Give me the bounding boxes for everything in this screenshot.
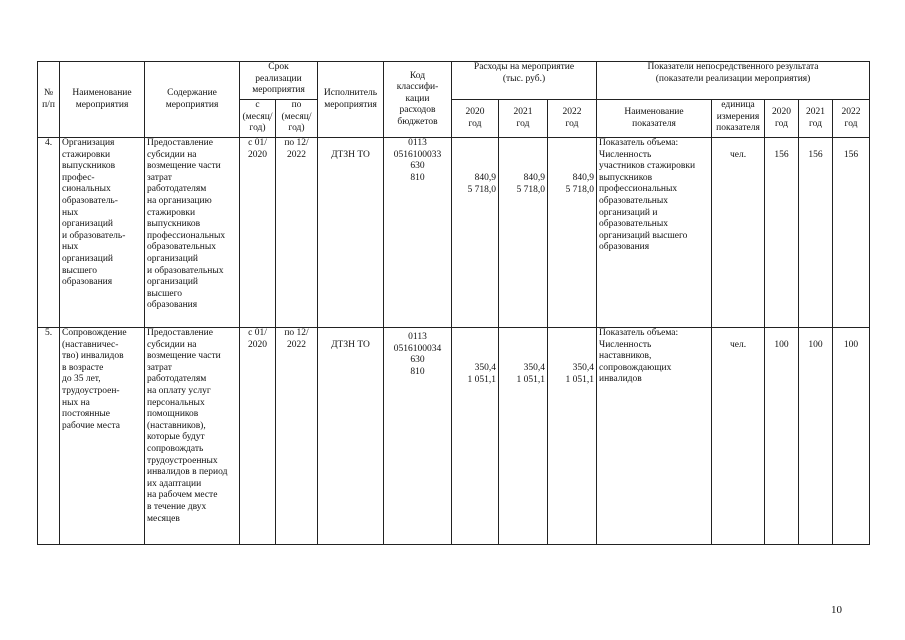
header-term: Срок реализации мероприятия	[240, 62, 318, 100]
header-ind-name: Наименование показателя	[597, 100, 712, 138]
header-code: Код классифи- кации расходов бюджетов	[384, 62, 452, 138]
row-ind-2022: 100	[833, 328, 870, 545]
row-to: по 12/ 2022	[276, 328, 318, 545]
row-ind-2021: 156	[799, 138, 833, 328]
row-ind-2020: 156	[765, 138, 799, 328]
header-term-from: с (месяц/ год)	[240, 100, 276, 138]
header-term-to: по (месяц/ год)	[276, 100, 318, 138]
row-name: Сопровождение (наставничес- тво) инвалидов в возрасте до 35 лет, трудоустроен- ных на постоянные рабочие места	[60, 328, 145, 545]
row-from: с 01/ 2020	[240, 328, 276, 545]
header-name: Наименование мероприятия	[60, 62, 145, 138]
row-code: 0113 0516100034 630 810	[384, 328, 452, 545]
row-ind-2022: 156	[833, 138, 870, 328]
row-exp-2022: 840,9 5 718,0	[548, 138, 597, 328]
row-num: 4.	[38, 138, 60, 328]
header-expenses: Расходы на мероприятие (тыс. руб.)	[452, 62, 597, 100]
header-exp-2022: 2022 год	[548, 100, 597, 138]
row-exp-2021: 840,9 5 718,0	[499, 138, 548, 328]
row-exp-2020: 350,4 1 051,1	[452, 328, 499, 545]
header-indicators: Показатели непосредственного результата (показатели реализации мероприятия)	[597, 62, 870, 100]
page-number: 10	[831, 604, 842, 616]
row-unit: чел.	[712, 328, 765, 545]
header-num: № п/п	[38, 62, 60, 138]
header-ind-2020: 2020 год	[765, 100, 799, 138]
row-content: Предоставление субсидии на возмещение части затрат работодателям на организацию стажировки выпускников профессиональных образовательных организаций и образовательных организаций высшего образования	[145, 138, 240, 328]
row-from: с 01/ 2020	[240, 138, 276, 328]
row-executor: ДТЗН ТО	[318, 138, 384, 328]
row-ind-name: Показатель объема: Численность наставников, сопровождающих инвалидов	[597, 328, 712, 545]
row-to: по 12/ 2022	[276, 138, 318, 328]
header-executor: Исполнитель мероприятия	[318, 62, 384, 138]
header-row-1	[38, 62, 870, 100]
row-ind-2021: 100	[799, 328, 833, 545]
header-exp-2020: 2020 год	[452, 100, 499, 138]
header-exp-2021: 2021 год	[499, 100, 548, 138]
table-row	[38, 328, 870, 545]
row-num: 5.	[38, 328, 60, 545]
row-ind-2020: 100	[765, 328, 799, 545]
row-code: 0113 0516100033 630 810	[384, 138, 452, 328]
row-content: Предоставление субсидии на возмещение части затрат работодателям на оплату услуг персональных помощников (наставников), которые будут сопровождать трудоустроенных инвалидов в период их адаптации на рабочем месте в течение двух месяцев	[145, 328, 240, 545]
row-unit: чел.	[712, 138, 765, 328]
row-exp-2022: 350,4 1 051,1	[548, 328, 597, 545]
header-ind-unit: единица измерения показателя	[712, 100, 765, 138]
table-row	[38, 138, 870, 328]
header-ind-2021: 2021 год	[799, 100, 833, 138]
row-executor: ДТЗН ТО	[318, 328, 384, 545]
header-content: Содержание мероприятия	[145, 62, 240, 138]
row-exp-2020: 840,9 5 718,0	[452, 138, 499, 328]
row-name: Организация стажировки выпускников профес- сиональных образователь- ных организаций и образователь- ных организаций высшего образования	[60, 138, 145, 328]
measures-table	[37, 61, 870, 545]
row-ind-name: Показатель объема: Численность участников стажировки выпускников профессиональных образовательных организаций и образовательных организаций высшего образования	[597, 138, 712, 328]
row-exp-2021: 350,4 1 051,1	[499, 328, 548, 545]
header-ind-2022: 2022 год	[833, 100, 870, 138]
